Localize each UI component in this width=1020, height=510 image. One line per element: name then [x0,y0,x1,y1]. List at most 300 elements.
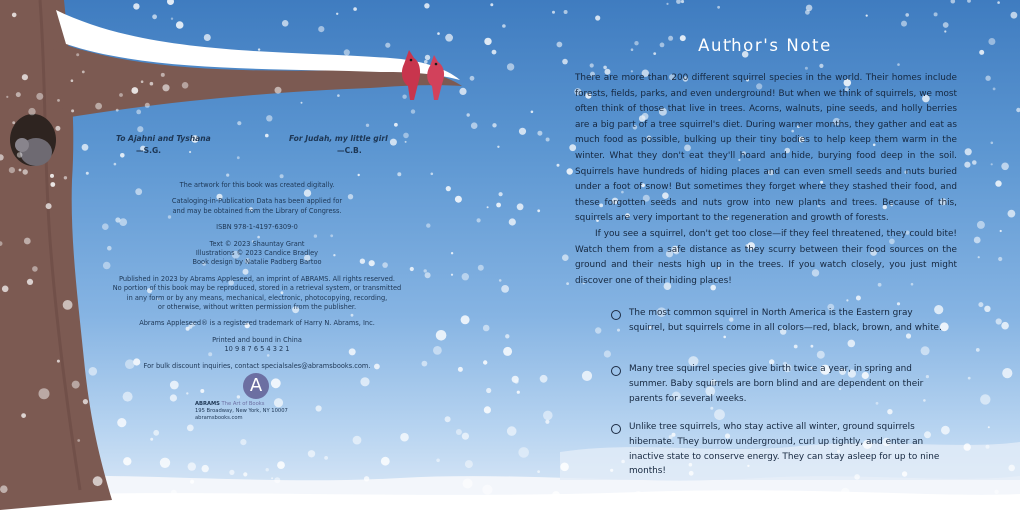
snowflake [470,76,475,81]
snowflake [717,6,720,9]
snowflake [400,433,409,442]
snowflake [507,426,517,436]
snowflake [503,347,512,356]
snowflake [12,121,15,124]
cip-line: Cataloging-in-Publication Data has been applied for [171,197,343,206]
snowflake [71,109,74,112]
snowflake [972,160,977,165]
snowflake [517,391,520,394]
snowflake [17,152,23,158]
design-credit: Book design by Natalie Padberg Bartoo [192,258,322,267]
bulk-sales-note: For bulk discount inquiries, contact specialsales@abramsbooks.com. [143,361,371,370]
snowflake [811,345,814,348]
snowflake [610,469,613,472]
artwork-note: The artwork for this book was created digitally. [179,181,335,189]
snowflake [974,237,981,244]
snowflake [714,409,725,420]
snowflake [353,436,362,445]
snowflake [676,0,681,4]
cip-note [92,197,422,216]
printing-info [92,336,422,355]
snowflake [540,375,548,383]
snowflake [27,279,33,285]
snowflake [0,154,4,160]
snowflake [424,3,429,8]
snowflake [344,49,350,55]
snowflake [424,60,428,64]
snowflake [275,87,282,94]
snowflake [557,42,563,48]
snowflake [150,438,153,441]
snowflake [995,180,1001,186]
illustration-credit: Illustrations © 2023 Candice Bradley [195,249,319,258]
snowflake [991,163,993,165]
snowflake [617,329,620,332]
snowflake [484,406,491,413]
snowflake [57,360,60,363]
snowflake [537,209,540,212]
snowflake [190,480,194,484]
snowflake [21,413,26,418]
snowflake [1000,230,1002,232]
snowflake [187,425,194,432]
snowflake [964,162,970,168]
snowflake [170,381,179,390]
snowflake [459,88,466,95]
snowflake [681,0,684,3]
snowflake [817,351,825,359]
snowflake [451,274,453,276]
snowflake [318,26,324,32]
snowflake [24,238,31,245]
snowflake [951,0,956,4]
snowflake [299,498,301,500]
snowflake [397,172,401,176]
snowflake [866,15,868,17]
snowflake [478,265,484,271]
snowflake [171,18,173,20]
snowflake [385,43,390,48]
fact-item: Unlike tree squirrels, who stay active all winter, ground squirrels hibernate. They burrow underground, curl up tightly, and enter an inactive state to conserve energy. They can stay asleep for up to nine months! [629,422,940,477]
snowflake [436,459,440,463]
printed-in: Printed and bound in China [212,335,302,344]
snowflake [137,126,143,132]
snowflake [28,108,35,115]
bullet-circle-icon [611,366,621,376]
snowflake [266,468,269,471]
snowflake [517,203,524,210]
snowflake [237,121,241,125]
snowflake [153,430,159,436]
snowflake [582,371,592,381]
snowflake [492,123,496,127]
credits [92,240,422,268]
snowflake [564,10,568,14]
snowflake [237,156,240,159]
snowflake [456,429,462,435]
snowflake [964,443,971,450]
snowflake [76,53,79,56]
snowflake [36,93,43,100]
snowflake [16,92,21,97]
snowflake [666,3,668,5]
snowflake [82,144,89,151]
snowflake [271,378,281,388]
snowflake [437,32,440,35]
snowflake [856,296,861,301]
snowflake [366,124,369,127]
rights-line: No portion of this book may be reproduced, stored in a retrieval system, or transmitted [112,284,402,293]
snowflake [39,388,50,399]
dedication-illustrator-signature: —C.B. [337,146,362,155]
snowflake [23,169,28,174]
snowflake [467,113,470,116]
text-credit: Text © 2023 Shauntay Grant [209,239,305,248]
snowflake [988,38,995,45]
snowflake [32,266,38,272]
snowflake [562,59,568,65]
snowflake [483,325,490,332]
isbn: ISBN 978-1-4197-6309-0 [216,223,298,232]
snowflake [487,206,489,208]
snowflake [425,55,430,60]
snowflake [176,21,184,29]
snowflake [519,128,526,135]
snowflake [282,20,289,27]
snowflake [723,336,726,339]
note-paragraph: If you see a squirrel, don't get too close—if they feel threatened, they could bite! Watch them from a safe distance as they scurry between their food sources on the ground and their nests high up in the trees. If you watch closely, you just might discover one of their hiding places! [575,228,957,286]
snowflake [72,381,80,389]
cip-line: and may be obtained from the Library of Congress. [172,206,342,215]
publisher-imprint [195,401,320,421]
trademark-note: Abrams Appleseed® is a registered trademark of Harry N. Abrams, Inc. [139,319,375,328]
snowflake [897,63,900,66]
snowflake [462,433,469,440]
snowflake [93,476,103,486]
snowflake [537,470,540,473]
snowflake [595,327,601,333]
snowflake [634,491,643,500]
snowflake [381,457,390,466]
snowflake [89,34,96,41]
snowflake [46,203,52,209]
snowflake [501,285,509,293]
dedication-author-signature: —S.G. [136,146,162,155]
snowflake [465,460,473,468]
snowflake [83,399,88,404]
snowflake [162,84,169,91]
snowflake [968,377,971,380]
snowflake [358,174,360,176]
snowflake [934,12,938,16]
snowflake [552,491,560,499]
snowflake [114,163,117,166]
abrams-logo: A [243,373,269,399]
snowflake [200,389,204,393]
snowflake [402,95,406,99]
snowflake [0,485,8,493]
snowflake [482,485,492,495]
snowflake [560,463,569,472]
snowflake [985,76,990,81]
snowflake [152,14,157,19]
snowflake [116,109,119,112]
snowflake [994,490,998,494]
snowflake [552,11,555,14]
snowflake [119,93,123,97]
snowflake [150,82,154,86]
snowflake [131,87,138,94]
rights-line: Published in 2023 by Abrams Appleseed, an imprint of ABRAMS. All rights reserved. [118,274,395,283]
snowflake [431,173,434,176]
snowflake [50,182,55,187]
snowflake [141,80,144,83]
snowflake [1011,12,1018,19]
snowflake [337,94,340,97]
snowflake [462,273,469,280]
snowflake [167,0,174,5]
snowflake [265,134,269,138]
snowflake [277,461,285,469]
snowflake [424,269,427,272]
snowflake [518,447,529,458]
publisher-tagline: The Art of Books [221,401,265,407]
rights-statement [92,275,422,313]
snowflake [336,13,338,15]
snowflake [204,34,211,41]
snowflake [471,122,478,129]
snowflake [145,103,150,108]
snowflake [483,360,487,364]
snowflake [243,472,247,476]
print-line: 10 9 8 7 6 5 4 3 2 1 [224,345,290,354]
snowflake [499,192,503,196]
snowflake [502,24,506,28]
snowflake [986,445,990,449]
snowflake [897,302,900,305]
snowflake [12,13,17,18]
snowflake [461,315,470,324]
snowflake [63,300,73,310]
note-paragraph: There are more than 200 different squirrel species in the world. Their homes include forests, fields, parks, and even underground! But when we think of squirrels, we most often think of those that live in trees. Acorns, walnuts, pine seeds, and holly berries are a big part of a tree squirrel's diet. During warmer months, they gather and eat as much food as possible, bulking up their tiny bodies to help keep them warm in the winter. What they don't eat they'll hoard and hide, burying food deep in the soil. Squirrels have hundreds of hiding places and can even smell seeds and nuts buried under a foot of snow! But sometimes they forget where they stashed their food, and these forgotten seeds and nuts grow into new plants and trees. Because of this, squirrels are very important to the regeneration and growth of forests. [575,73,957,224]
snowflake [65,27,69,31]
dedication-author [116,133,211,157]
snowflake [240,439,246,445]
dedication-illustrator [289,133,388,157]
snowflake [229,470,234,475]
snowflake [477,218,481,222]
snowflake [557,164,560,167]
snowflake [446,186,451,191]
snowflake [819,64,823,68]
snowflake [531,111,534,114]
snowflake [595,15,600,20]
fact-item: The most common squirrel in North America is the Eastern gray squirrel, but squirrels come in all colors—red, black, brown, and white. [629,308,942,333]
snowflake [57,99,60,102]
snowflake [22,74,28,80]
snowflake [426,223,430,227]
snowflake [160,458,170,468]
publisher-address: 195 Broadway, New York, NY 10007 [195,407,288,414]
snowflake [280,174,284,178]
snowflake [1008,210,1016,218]
rights-line: or otherwise, without written permission from the publisher. [157,303,357,312]
snowflake [364,476,369,481]
snowflake [77,439,80,442]
snowflake [537,131,542,136]
snowflake [978,256,980,258]
snowflake [496,203,501,208]
snowflake [50,174,54,178]
snowflake [710,407,713,410]
snowflake [9,167,15,173]
snowflake [117,418,126,427]
rights-line: in any form or by any means, mechanical, electronic, photocopying, recording, [126,293,388,302]
snowflake [1016,108,1020,112]
snowflake [794,345,798,349]
snowflake [188,462,196,470]
snowflake [944,30,946,32]
snowflake [887,409,892,414]
snowflake [170,394,177,401]
copyright-page [92,181,422,378]
snowflake [403,133,409,139]
snowflake [71,79,74,82]
snowflake [301,102,303,104]
snowflake [202,465,209,472]
snowflake [308,450,315,457]
snowflake [271,477,273,479]
snowflake [509,218,516,225]
snowflake [360,377,369,386]
snowflake [394,123,398,127]
snowflake [490,3,493,6]
snowflake [136,110,141,115]
snowflake [237,395,240,398]
snowflake [86,172,89,175]
snowflake [411,109,415,113]
snowflake [566,282,569,285]
snowflake [846,299,848,301]
snowflake [590,63,594,67]
snowflake [2,286,9,293]
snowflake [805,67,808,70]
snowflake [161,73,165,77]
snowflake [998,257,1002,261]
snowflake [905,13,909,17]
snowflake [1001,163,1009,171]
snowflake [55,126,60,131]
snowflake [546,138,550,142]
snowflake [258,48,260,50]
snowflake [458,367,463,372]
snowflake [433,346,442,355]
snowflake [0,241,3,246]
publisher-website: abramsbooks.com [195,414,243,421]
snowflake [297,60,300,63]
snowflake [984,306,990,312]
snowflake [19,169,22,172]
snowflake [82,71,85,74]
snowflake [978,302,983,307]
snowflake [562,254,569,261]
snowflake [324,456,328,460]
snowflake [226,174,229,177]
snowflake [274,477,280,483]
snowflake [901,21,907,27]
snowflake [455,196,462,203]
snowflake [492,50,497,55]
snowflake [405,141,407,143]
authors-note-body [575,71,957,289]
snowflake [841,488,850,497]
snowflake [64,176,67,179]
snowflake [445,34,453,42]
snowflake [604,350,611,357]
snowflake [543,411,553,421]
snowflake [463,479,473,489]
authors-note-title: Author's Note [698,36,832,55]
snowflake [505,334,509,338]
snowflake [95,103,102,110]
snowflake [977,221,985,229]
snowflake [976,348,980,352]
snowflake [425,272,431,278]
snowflake [507,63,514,70]
snowflake [1001,322,1009,330]
snowflake [567,168,573,174]
snowflake [991,142,994,145]
snowflake [390,139,397,146]
snowflake [943,22,949,28]
snowflake [123,392,133,402]
snowflake [545,420,549,424]
snowflake [806,5,813,12]
snowflake [848,340,856,348]
snowflake [497,146,499,148]
snowflake [266,115,272,121]
snowflake [996,318,1002,324]
snowflake [1002,368,1012,378]
snowflake [997,1,1000,4]
snowflake [921,346,930,355]
snowflake [980,394,990,404]
snowflake [484,38,491,45]
snowflake [123,457,131,465]
snowflake [182,82,189,89]
snowflake [486,388,491,393]
snowflake [993,88,996,91]
fact-item: Many tree squirrel species give birth twice a year, in spring and summer. Baby squirrels are born blind and are dependent on their parents for several weeks. [629,364,924,404]
snowflake [451,252,453,254]
snowflake [499,279,502,282]
bullet-circle-icon [611,310,621,320]
snowflake [353,7,357,11]
snowflake [6,96,8,98]
bullet-circle-icon [611,424,621,434]
snowflake [445,416,451,422]
snowflake [603,66,607,70]
snowflake [965,148,972,155]
publisher-name: ABRAMS [195,401,220,407]
snowflake [171,490,177,496]
snowflake [436,330,447,341]
snowflake [967,0,971,3]
snowflake [988,426,990,428]
dedication-author-text: To Ajahni and Tyshana [116,134,211,143]
snowflake [1008,465,1015,472]
snowflake [514,379,519,384]
